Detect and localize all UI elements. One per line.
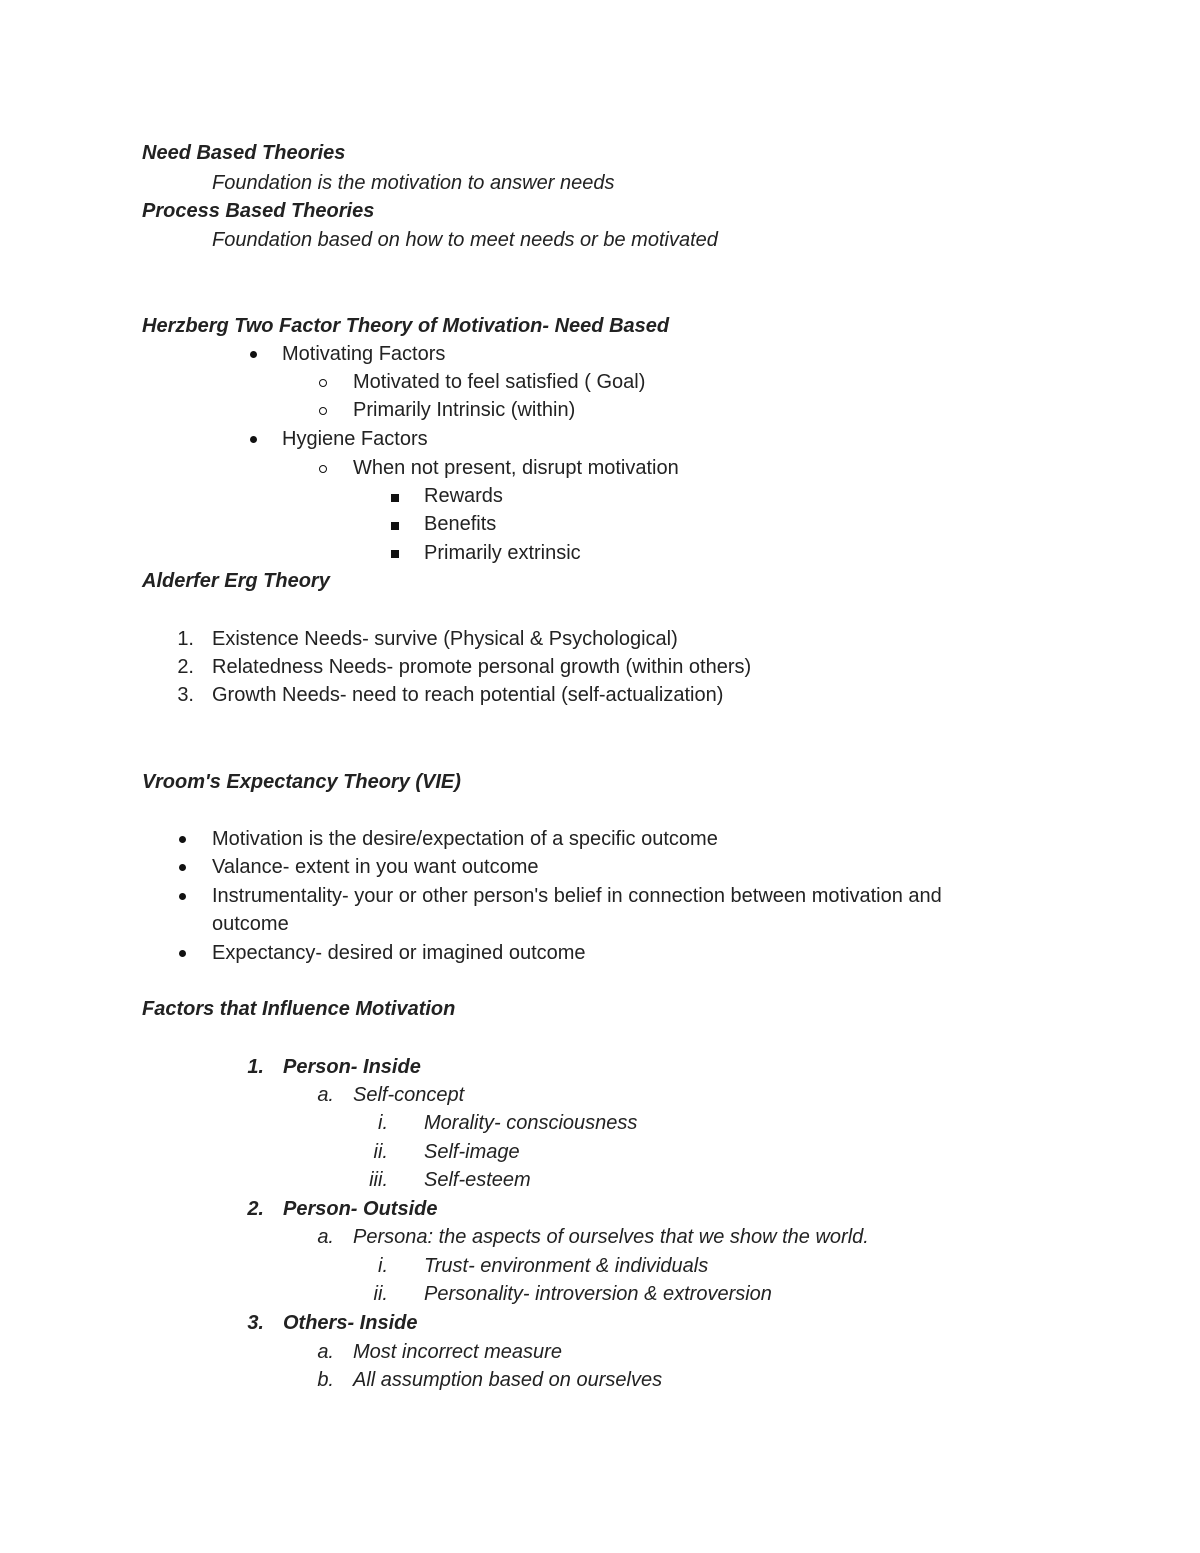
list-marker: a. [317,1084,334,1106]
list-marker: 2. [177,656,194,678]
list-item: Existence Needs- survive (Physical & Psychological) [212,628,678,650]
list-marker: a. [317,1341,334,1363]
list-marker: ii. [373,1141,388,1163]
circle-bullet-icon [319,407,327,415]
list-item: Motivation is the desire/expectation of a specific outcome [212,828,718,850]
list-item: Hygiene Factors [282,428,428,450]
bullet-icon [250,351,257,358]
list-marker: 3. [247,1312,264,1334]
vroom-heading: Vroom's Expectancy Theory (VIE) [142,771,461,793]
list-item: Persona: the aspects of ourselves that we show the world. [353,1226,869,1248]
list-item: Person- Outside [283,1198,438,1220]
bullet-icon [250,436,257,443]
bullet-icon [179,836,186,843]
list-item: Self-esteem [424,1169,531,1191]
list-item: Motivated to feel satisfied ( Goal) [353,371,646,393]
list-item: When not present, disrupt motivation [353,457,679,479]
list-marker: b. [317,1369,334,1391]
herzberg-heading: Herzberg Two Factor Theory of Motivation- Need Based [142,315,670,337]
list-marker: iii. [369,1169,388,1191]
list-item: Expectancy- desired or imagined outcome [212,942,586,964]
list-item: Relatedness Needs- promote personal growth (within others) [212,656,752,678]
list-item: Benefits [424,513,497,535]
list-item: Others- Inside [283,1312,418,1334]
list-item: Instrumentality- your or other person's belief in connection between motivation and [212,885,942,907]
factors-heading: Factors that Influence Motivation [142,998,456,1020]
square-bullet-icon [391,550,399,558]
process-based-heading: Process Based Theories [142,200,375,222]
list-item: Trust- environment & individuals [424,1255,709,1277]
bullet-icon [179,893,186,900]
list-item: Growth Needs- need to reach potential (self-actualization) [212,684,724,706]
list-item: Primarily extrinsic [424,542,581,564]
bullet-icon [179,950,186,957]
circle-bullet-icon [319,379,327,387]
circle-bullet-icon [319,465,327,473]
list-item: Self-image [424,1141,520,1163]
list-marker: ii. [373,1283,388,1305]
square-bullet-icon [391,494,399,502]
list-marker: 3. [177,684,194,706]
square-bullet-icon [391,522,399,530]
list-item-continuation: outcome [212,913,289,935]
list-marker: i. [378,1255,388,1277]
process-based-desc: Foundation based on how to meet needs or be motivated [212,229,718,251]
list-marker: 1. [177,628,194,650]
alderfer-heading: Alderfer Erg Theory [142,570,330,592]
list-item: All assumption based on ourselves [353,1369,663,1391]
list-item: Primarily Intrinsic (within) [353,399,576,421]
list-item: Most incorrect measure [353,1341,562,1363]
list-marker: a. [317,1226,334,1248]
list-item: Valance- extent in you want outcome [212,856,539,878]
list-item: Morality- consciousness [424,1112,638,1134]
list-item: Rewards [424,485,503,507]
need-based-heading: Need Based Theories [142,142,346,164]
list-marker: i. [378,1112,388,1134]
list-marker: 2. [247,1198,264,1220]
bullet-icon [179,864,186,871]
list-item: Person- Inside [283,1056,421,1078]
need-based-desc: Foundation is the motivation to answer needs [212,172,615,194]
list-item: Self-concept [353,1084,465,1106]
list-item: Motivating Factors [282,343,446,365]
list-item: Personality- introversion & extroversion [424,1283,772,1305]
list-marker: 1. [247,1056,264,1078]
